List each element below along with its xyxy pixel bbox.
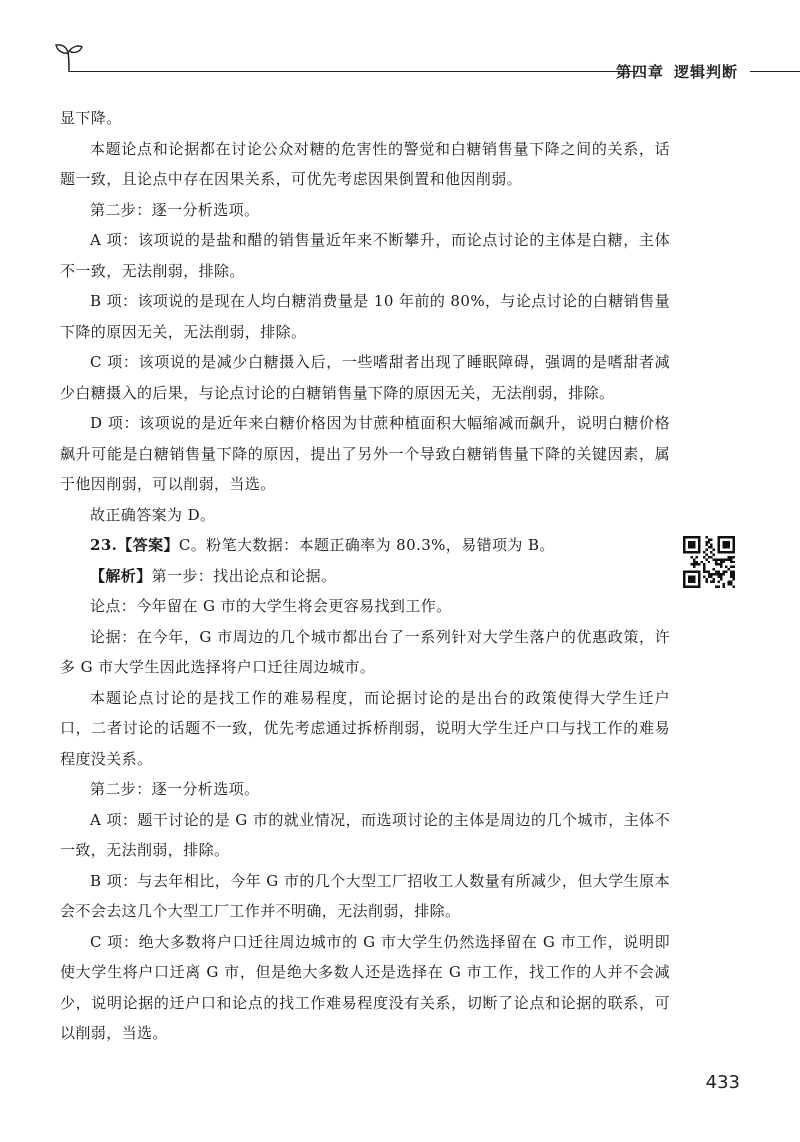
paragraph-text: B 项：该项说的是现在人均白糖消费量是 10 年前的 80%，与论点讨论的白糖销售量下降的原因无关，无法削弱，排除。 [60, 292, 670, 341]
answer-marker: 23.【答案】 [90, 536, 179, 554]
paragraph-text: 本题论点讨论的是找工作的难易程度，而论据讨论的是出台的政策使得大学生迁户口，二者讨论的话题不一致，优先考虑通过拆桥削弱，说明大学生迁户口与找工作的难易程度没关系。 [60, 688, 670, 768]
qr-code-icon [683, 536, 735, 588]
paragraph [60, 134, 670, 195]
paragraph-text: 第一步：找出论点和论据。 [151, 566, 337, 585]
paragraph [60, 286, 670, 347]
paragraph-text: 第二步：逐一分析选项。 [90, 780, 260, 798]
paragraph [60, 561, 670, 592]
paragraph-text: 故正确答案为 D。 [90, 505, 216, 524]
sprout-icon [54, 40, 84, 74]
paragraph-text: 论据：在今年，G 市周边的几个城市都出台了一系列针对大学生落户的优惠政策，许多 G 市大学生因此选择将户口迁往周边城市。 [60, 627, 670, 676]
section-title: 逻辑判断 [673, 63, 738, 81]
header-rule-right [750, 71, 800, 72]
paragraph [60, 774, 670, 805]
paragraph [60, 530, 670, 561]
paragraph-text: 显下降。 [60, 109, 122, 127]
paragraph-text: A 项：题干讨论的是 G 市的就业情况，而选项讨论的主体是周边的几个城市，主体不一致，无法削弱，排除。 [60, 810, 670, 859]
paragraph-text: 本题论点和论据都在讨论公众对糖的危害性的警觉和白糖销售量下降之间的关系，话题一致，且论点中存在因果关系，可优先考虑因果倒置和他因削弱。 [60, 139, 670, 188]
chapter-title [598, 61, 738, 82]
paragraph-text: C。粉笔大数据：本题正确率为 80.3%，易错项为 B。 [178, 536, 555, 554]
paragraph [60, 927, 670, 1049]
paragraph [60, 683, 670, 775]
answer-marker: 【解析】 [90, 566, 152, 585]
paragraph [60, 103, 670, 134]
paragraph-text: C 项：绝大多数将户口迁往周边城市的 G 市大学生仍然选择留在 G 市工作，说明即使大学生将户口迁离 G 市，但是绝大多数人还是选择在 G 市工作，找工作的人并不会减少，说明论据的迁户口和论点的找工作难易程度没有关系，切断了论点和论据的联系，可以削弱，当选。 [60, 932, 670, 1042]
paragraph [60, 195, 670, 226]
paragraph [60, 866, 670, 927]
paragraph-text: B 项：与去年相比，今年 G 市的几个大型工厂招收工人数量有所减少，但大学生原本会不会去这几个大型工厂工作并不明确，无法削弱，排除。 [60, 871, 670, 920]
paragraph-text: A 项：该项说的是盐和醋的销售量近年来不断攀升，而论点讨论的主体是白糖，主体不一致，无法削弱，排除。 [60, 231, 670, 280]
chapter-number: 第四章 [615, 63, 664, 81]
paragraph [60, 408, 670, 500]
paragraph [60, 622, 670, 683]
paragraph [60, 500, 670, 531]
paragraph [60, 347, 670, 408]
page-header [48, 40, 800, 80]
paragraph [60, 225, 670, 286]
header-rule [70, 71, 638, 72]
paragraph [60, 805, 670, 866]
paragraph-text: 论点：今年留在 G 市的大学生将会更容易找到工作。 [90, 597, 452, 615]
paragraph [60, 591, 670, 622]
page-number: 433 [705, 1072, 740, 1093]
page-body [60, 103, 670, 1049]
paragraph-text: C 项：该项说的是减少白糖摄入后，一些嗜甜者出现了睡眠障碍，强调的是嗜甜者减少白糖摄入的后果，与论点讨论的白糖销售量下降的原因无关，无法削弱，排除。 [60, 353, 670, 402]
paragraph-text: 第二步：逐一分析选项。 [90, 200, 260, 219]
paragraph-text: D 项：该项说的是近年来白糖价格因为甘蔗种植面积大幅缩减而飙升，说明白糖价格飙升可能是白糖销售量下降的原因，提出了另外一个导致白糖销售量下降的关键因素，属于他因削弱，可以削弱，当选。 [60, 414, 670, 493]
